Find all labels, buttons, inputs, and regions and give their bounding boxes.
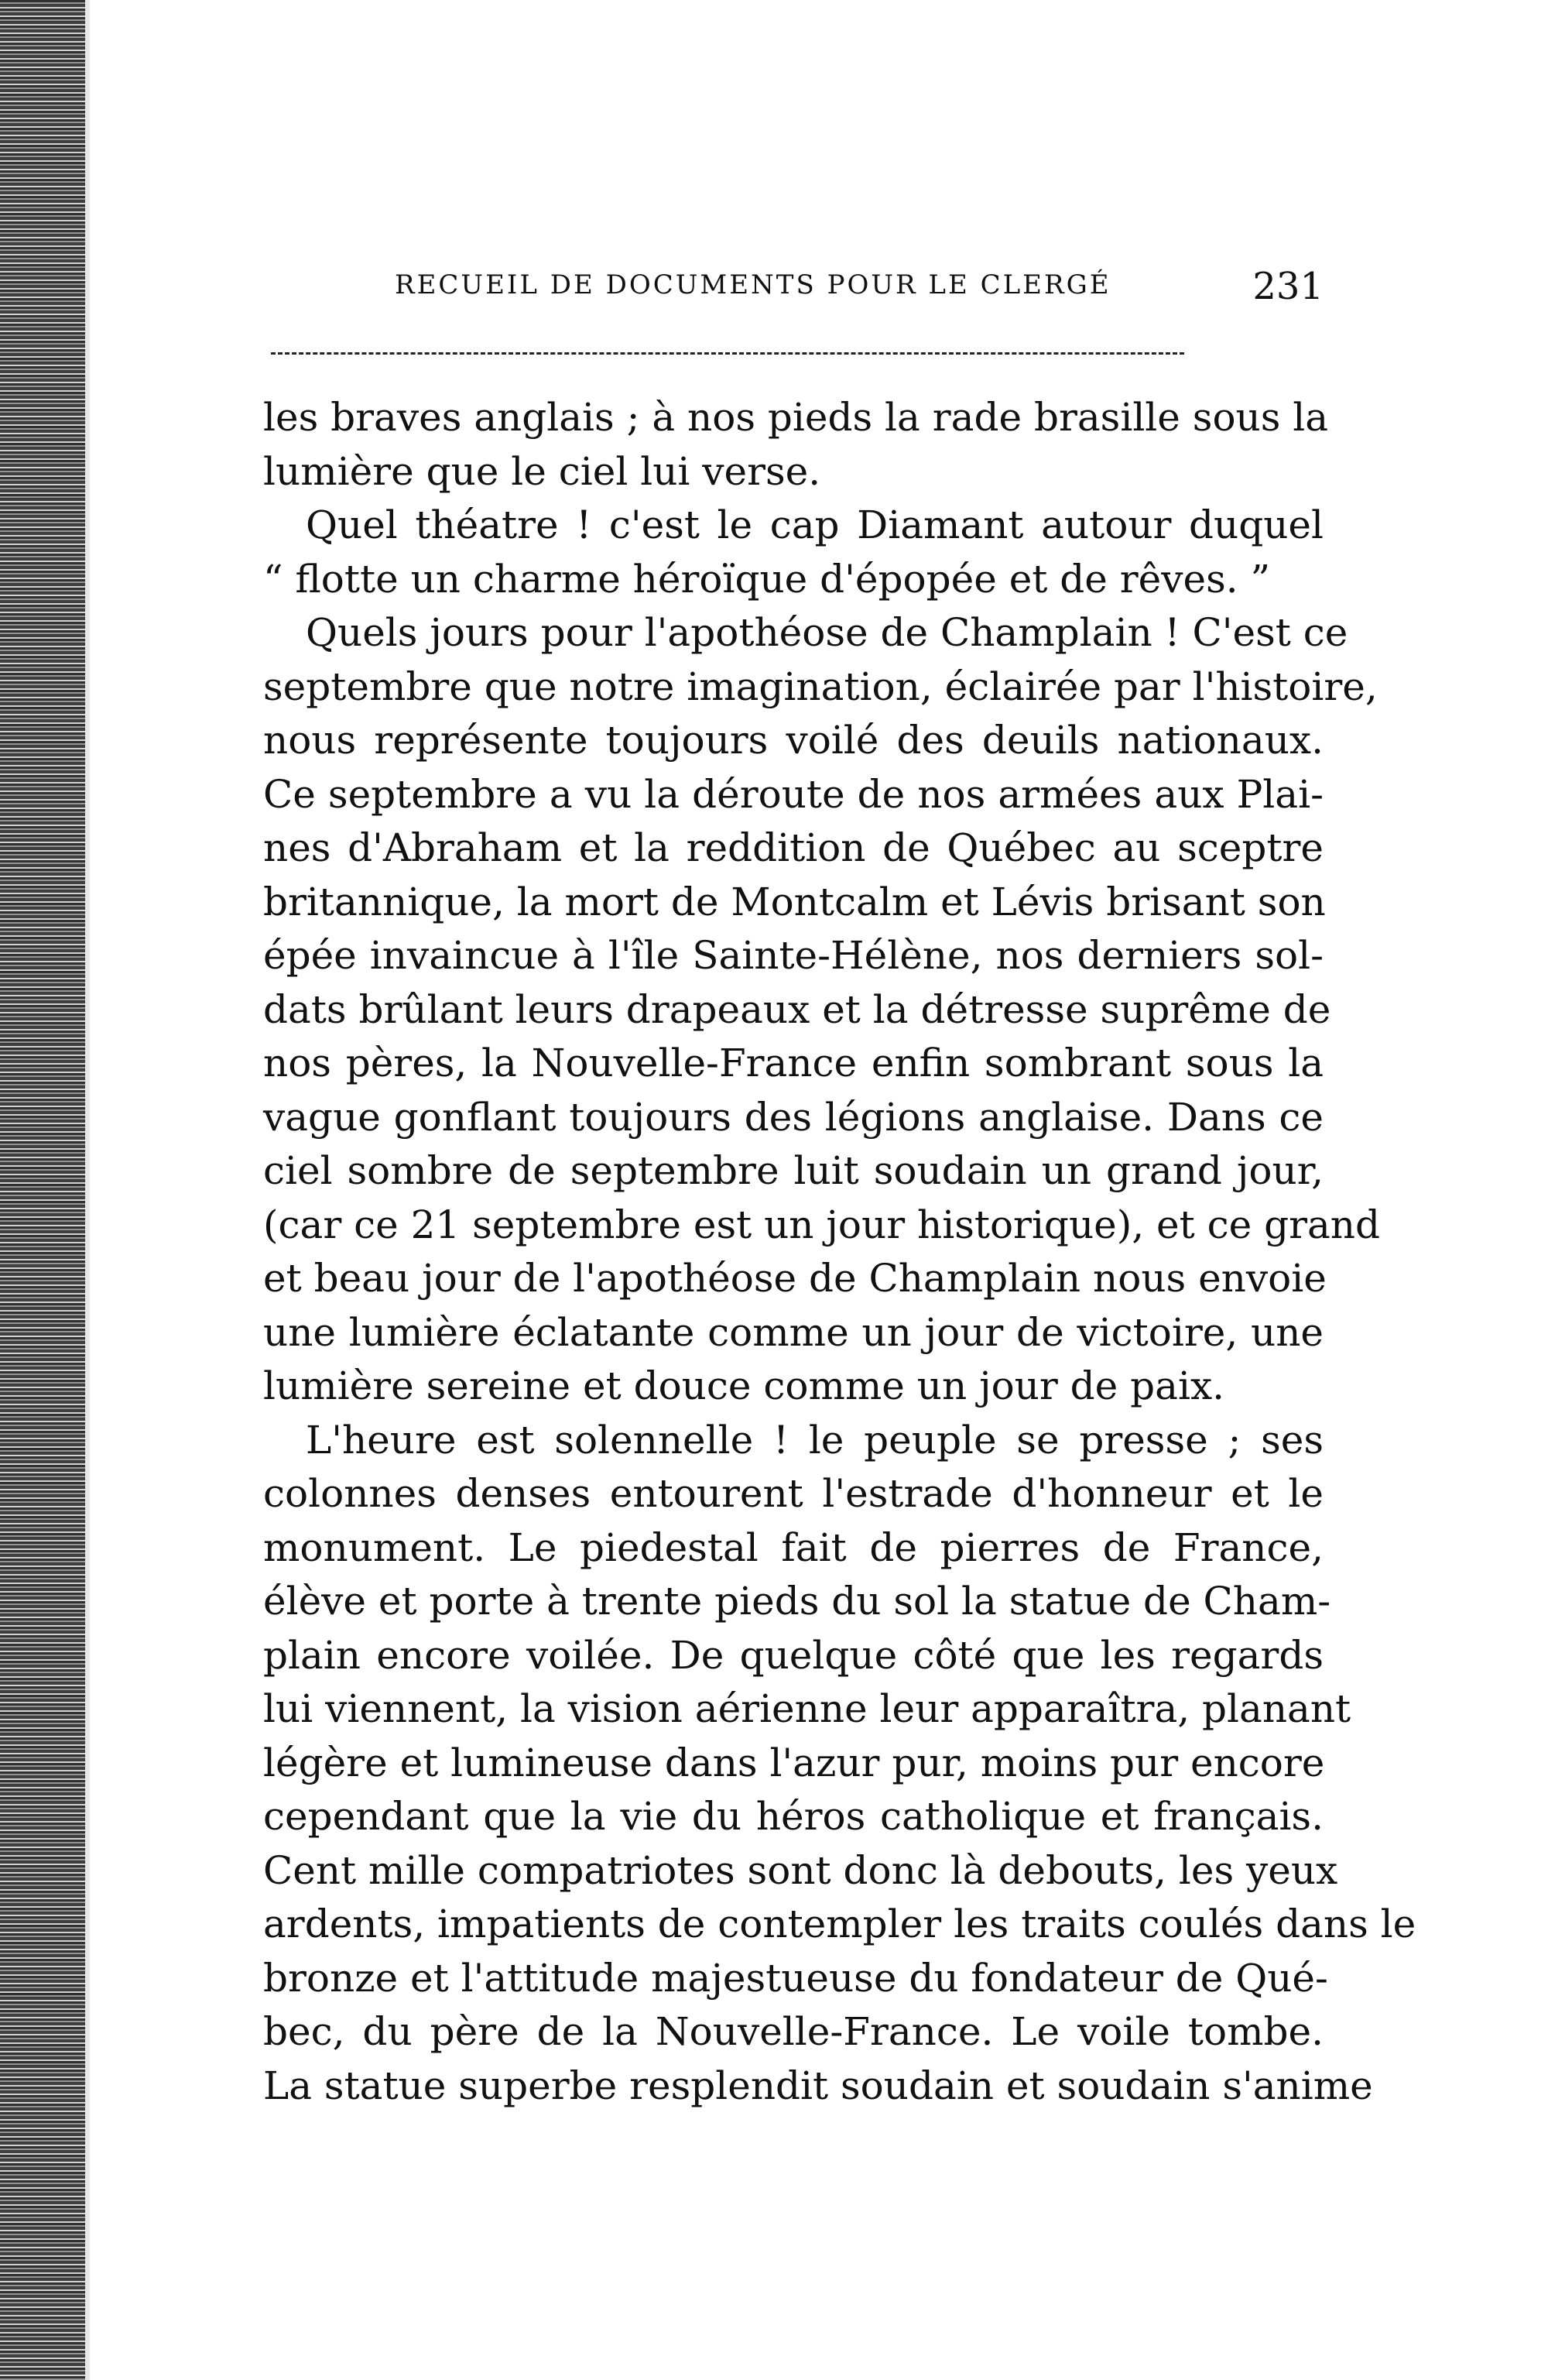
text-line: Ce septembre a vu la déroute de nos armées aux Plai- [263, 771, 1324, 817]
text-line: légère et lumineuse dans l'azur pur, moins pur encore [263, 1740, 1325, 1785]
text-line: britannique, la mort de Montcalm et Lévis brisant son [263, 879, 1326, 924]
running-head: RECUEIL DE DOCUMENTS POUR LE CLERGÉ [395, 269, 1111, 300]
text-line: bec, du père de la Nouvelle-France. Le voile tombe. [263, 2009, 1324, 2054]
text-line: “ flotte un charme héroïque d'épopée et de rêves. ” [263, 556, 1271, 602]
text-line: vague gonflant toujours des légions anglaise. Dans ce [263, 1094, 1324, 1140]
text-line: ciel sombre de septembre luit soudain un grand jour, [263, 1148, 1324, 1193]
text-line: colonnes denses entourent l'estrade d'honneur et le [263, 1471, 1324, 1516]
binding-edge-highlight [85, 0, 90, 2380]
text-line: nos pères, la Nouvelle-France enfin sombrant sous la [263, 1041, 1324, 1085]
text-line: lumière que le ciel lui verse. [263, 448, 821, 494]
scanned-binding-edge [0, 0, 85, 2380]
page-number: 231 [1252, 265, 1324, 308]
text-line: ardents, impatients de contempler les traits coulés dans le [263, 1902, 1416, 1946]
text-line: une lumière éclatante comme un jour de victoire, une [263, 1309, 1324, 1355]
text-line: La statue superbe resplendit soudain et soudain s'anime [263, 2063, 1373, 2108]
text-line: bronze et l'attitude majestueuse du fondateur de Qué- [263, 1955, 1328, 2001]
text-line: et beau jour de l'apothéose de Champlain nous envoie [263, 1256, 1327, 1301]
text-line: nes d'Abraham et la reddition de Québec au sceptre [263, 825, 1324, 870]
text-line: septembre que notre imagination, éclairée par l'histoire, [263, 664, 1378, 709]
text-line: épée invaincue à l'île Sainte-Hélène, nos derniers sol- [263, 933, 1324, 978]
body-text [263, 391, 1416, 2113]
page-header [263, 265, 1324, 324]
text-line: plain encore voilée. De quelque côté que les regards [263, 1632, 1324, 1678]
text-line: monument. Le piedestal fait de pierres de France, [263, 1524, 1324, 1570]
text-line: Quel théatre ! c'est le cap Diamant autour duquel [306, 502, 1324, 547]
text-line: lumière sereine et douce comme un jour de paix. [263, 1363, 1225, 1408]
text-line: élève et porte à trente pieds du sol la statue de Cham- [263, 1579, 1331, 1624]
text-line: dats brûlant leurs drapeaux et la détresse suprême de [263, 986, 1331, 1032]
text-line: les braves anglais ; à nos pieds la rade brasille sous la [263, 395, 1329, 440]
text-line: Quels jours pour l'apothéose de Champlain ! C'est ce [306, 610, 1348, 655]
text-line: (car ce 21 septembre est un jour historique), et ce grand [263, 1202, 1381, 1247]
text-line: nous représente toujours voilé des deuils nationaux. [263, 718, 1324, 763]
header-rule [271, 352, 1184, 355]
text-line: Cent mille compatriotes sont donc là debouts, les yeux [263, 1847, 1338, 1893]
text-line: lui viennent, la vision aérienne leur apparaîtra, planant [263, 1686, 1351, 1731]
text-line: L'heure est solennelle ! le peuple se presse ; ses [306, 1417, 1324, 1463]
text-line: cependant que la vie du héros catholique et français. [263, 1794, 1324, 1839]
